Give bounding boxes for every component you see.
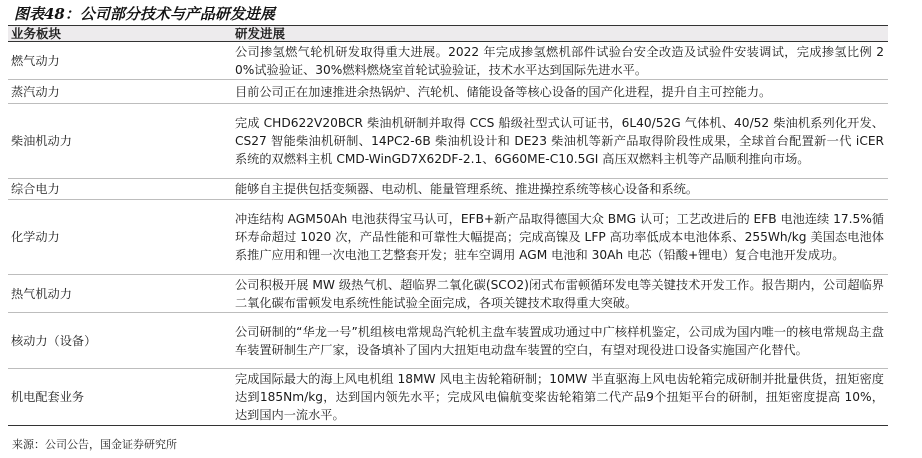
segment-cell: 柴油机动力 <box>8 104 229 179</box>
progress-cell: 能够自主提供包括变频器、电动机、能量管理系统、推进操控系统等核心设备和系统。 <box>229 179 888 200</box>
header-segment: 业务板块 <box>8 26 229 42</box>
progress-cell: 冲连结构 AGM50Ah 电池获得宝马认可，EFB+新产品取得德国大众 BMG 认可；工艺改进后的 EFB 电池连续 17.5%循环寿命超过 1020 次，产品性能和可靠性大幅提高；完成高镍及 LFP 高功率低成本电池体系、255Wh/kg 美国态电池体系推广应用和锂一次电池工艺整套开发；驻车空调用 AGM 电池和 30Ah 电芯（铅酸+锂电）复合电池开发成功。 <box>229 200 888 275</box>
table-row <box>8 42 888 80</box>
source-note: 来源：公司公告，国金证券研究所 <box>12 438 177 451</box>
progress-cell: 公司积极开展 MW 级热气机、超临界二氧化碳(SCO2)闭式布雷顿循环发电等关键技术开发工作。报告期内，公司超临界二氧化碳布雷顿发电系统性能试验全面完成，各项关键技术取得重大突破。 <box>229 275 888 313</box>
table-row <box>8 80 888 104</box>
segment-cell: 机电配套业务 <box>8 369 229 426</box>
segment-cell: 综合电力 <box>8 179 229 200</box>
segment-cell: 蒸汽动力 <box>8 80 229 104</box>
table-row <box>8 104 888 179</box>
progress-cell: 完成国际最大的海上风电机组 18MW 风电主齿轮箱研制；10MW 半直驱海上风电齿轮箱完成研制并批量供货，扭矩密度达到185Nm/kg，达到国内领先水平；完成风电偏航变桨齿轮箱第二代产品9个扭矩平台的研制，扭矩密度提高 10%，达到国内一流水平。 <box>229 369 888 426</box>
table-row <box>8 275 888 313</box>
segment-cell: 热气机动力 <box>8 275 229 313</box>
progress-cell: 公司研制的“华龙一号”机组核电常规岛汽轮机主盘车装置成功通过中广核样机鉴定，公司成为国内唯一的核电常规岛主盘车装置研制生产厂家，设备填补了国内大扭矩电动盘车装置的空白，有望对现役进口设备实施国产化替代。 <box>229 313 888 369</box>
table-row <box>8 179 888 200</box>
segment-cell: 核动力（设备） <box>8 313 229 369</box>
progress-cell: 目前公司正在加速推进余热锅炉、汽轮机、储能设备等核心设备的国产化进程，提升自主可控能力。 <box>229 80 888 104</box>
table-row <box>8 313 888 369</box>
segment-cell: 燃气动力 <box>8 42 229 80</box>
segment-cell: 化学动力 <box>8 200 229 275</box>
header-progress: 研发进展 <box>229 26 888 42</box>
progress-cell: 公司掺氢燃气轮机研发取得重大进展。2022 年完成掺氢燃机部件试验台安全改造及试验件安装调试，完成掺氢比例 20%试验验证、30%燃料燃烧室首轮试验验证，技术水平达到国际先进水平。 <box>229 42 888 80</box>
table-header-row <box>8 26 888 42</box>
rd-progress-table <box>8 25 888 426</box>
progress-cell: 完成 CHD622V20BCR 柴油机研制并取得 CCS 船级社型式认可证书，6L40/52G 气体机、40/52 柴油机系列化开发、CS27 智能柴油机研制、14PC2-6B 柴油机设计和 DE23 柴油机等新产品取得阶段性成果，全球首台配置新一代 iCER 系统的双燃料主机 CMD-WinGD7X62DF-2.1、6G60ME-C10.5GI 高压双燃料主机等产品顺利推向市场。 <box>229 104 888 179</box>
figure-title: 图表48：公司部分技术与产品研发进展 <box>14 5 275 23</box>
table-row <box>8 200 888 275</box>
table-row <box>8 369 888 426</box>
